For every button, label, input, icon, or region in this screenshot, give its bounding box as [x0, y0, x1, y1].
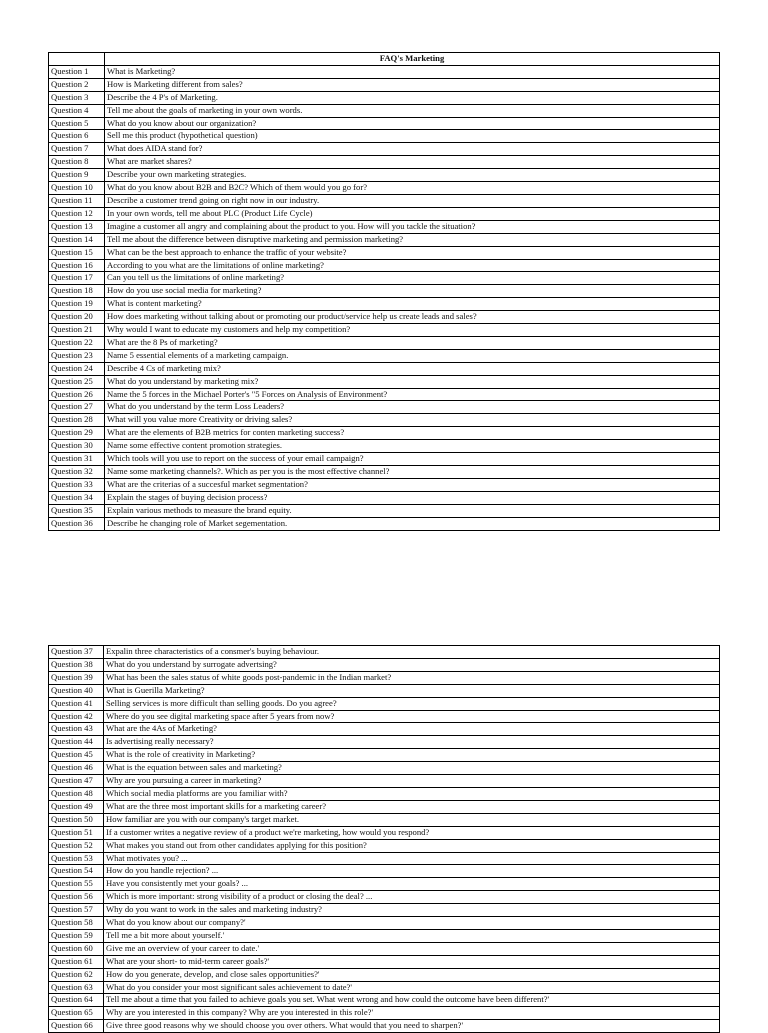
question-number-cell: Question 20 — [49, 311, 105, 324]
question-number-cell: Question 22 — [49, 336, 105, 349]
table-row — [49, 466, 720, 479]
table-row — [49, 517, 720, 530]
table-row — [49, 220, 720, 233]
question-text-cell: Tell me a bit more about yourself.' — [104, 929, 720, 942]
question-number-cell: Question 66 — [49, 1020, 104, 1033]
question-text-cell: Give me an overview of your career to date.' — [104, 942, 720, 955]
table-row — [49, 775, 720, 788]
question-text-cell: How do you generate, develop, and close sales opportunities?' — [104, 968, 720, 981]
question-text-cell: Describe a customer trend going on right now in our industry. — [105, 194, 720, 207]
table-row — [49, 143, 720, 156]
question-text-cell: Name some effective content promotion strategies. — [105, 440, 720, 453]
table-row — [49, 259, 720, 272]
question-text-cell: What do you consider your most significant sales achievement to date?' — [104, 981, 720, 994]
table-row — [49, 491, 720, 504]
question-number-cell: Question 46 — [49, 762, 104, 775]
table-row — [49, 839, 720, 852]
question-text-cell: What has been the sales status of white goods post-pandemic in the Indian market? — [104, 671, 720, 684]
table-row — [49, 904, 720, 917]
question-number-cell: Question 6 — [49, 130, 105, 143]
faq-table-body-page-2 — [49, 646, 720, 1033]
question-number-cell: Question 7 — [49, 143, 105, 156]
question-number-cell: Question 50 — [49, 813, 104, 826]
question-number-cell: Question 1 — [49, 65, 105, 78]
table-row — [49, 942, 720, 955]
table-row — [49, 813, 720, 826]
question-number-cell: Question 63 — [49, 981, 104, 994]
question-number-cell: Question 23 — [49, 349, 105, 362]
table-row — [49, 156, 720, 169]
table-row — [49, 478, 720, 491]
question-text-cell: What motivates you? ... — [104, 852, 720, 865]
table-row — [49, 246, 720, 259]
question-text-cell: According to you what are the limitations of online marketing? — [105, 259, 720, 272]
table-row — [49, 981, 720, 994]
question-text-cell: What are the criterias of a succesful market segmentation? — [105, 478, 720, 491]
table-row — [49, 929, 720, 942]
header-spacer-cell — [49, 53, 105, 66]
question-text-cell: What can be the best approach to enhance the traffic of your website? — [105, 246, 720, 259]
question-text-cell: Give three good reasons why we should choose you over others. What would that you need to sharpen?' — [104, 1020, 720, 1033]
table-row — [49, 311, 720, 324]
question-text-cell: Expalin three characteristics of a consmer's buying behaviour. — [104, 646, 720, 659]
question-text-cell: Sell me this product (hypothetical question) — [105, 130, 720, 143]
question-number-cell: Question 43 — [49, 723, 104, 736]
question-text-cell: Tell me about a time that you failed to achieve goals you set. What went wrong and how could the outcome have been different?' — [104, 994, 720, 1007]
question-number-cell: Question 56 — [49, 891, 104, 904]
question-text-cell: Why would I want to educate my customers and help my competition? — [105, 324, 720, 337]
question-text-cell: What are the 8 Ps of marketing? — [105, 336, 720, 349]
question-text-cell: What are the three most important skills for a marketing career? — [104, 800, 720, 813]
question-number-cell: Question 49 — [49, 800, 104, 813]
question-text-cell: If a customer writes a negative review of a product we're marketing, how would you respond? — [104, 826, 720, 839]
question-number-cell: Question 19 — [49, 298, 105, 311]
question-text-cell: Explain the stages of buying decision process? — [105, 491, 720, 504]
table-row — [49, 285, 720, 298]
question-text-cell: What do you understand by marketing mix? — [105, 375, 720, 388]
question-text-cell: What do you know about our organization? — [105, 117, 720, 130]
table-row — [49, 955, 720, 968]
question-number-cell: Question 4 — [49, 104, 105, 117]
table-row — [49, 697, 720, 710]
question-text-cell: Describe your own marketing strategies. — [105, 169, 720, 182]
question-number-cell: Question 14 — [49, 233, 105, 246]
question-number-cell: Question 39 — [49, 671, 104, 684]
table-row — [49, 375, 720, 388]
question-text-cell: What is Guerilla Marketing? — [104, 684, 720, 697]
question-number-cell: Question 16 — [49, 259, 105, 272]
question-text-cell: What are your short- to mid-term career goals?' — [104, 955, 720, 968]
table-row — [49, 710, 720, 723]
table-row — [49, 182, 720, 195]
question-text-cell: Tell me about the difference between disruptive marketing and permission marketing? — [105, 233, 720, 246]
question-number-cell: Question 29 — [49, 427, 105, 440]
faq-table-body-page-1 — [49, 65, 720, 530]
question-number-cell: Question 61 — [49, 955, 104, 968]
question-number-cell: Question 21 — [49, 324, 105, 337]
table-header-row — [49, 53, 720, 66]
question-number-cell: Question 60 — [49, 942, 104, 955]
question-number-cell: Question 65 — [49, 1007, 104, 1020]
question-text-cell: What are the 4As of Marketing? — [104, 723, 720, 736]
question-number-cell: Question 2 — [49, 78, 105, 91]
table-row — [49, 207, 720, 220]
question-number-cell: Question 42 — [49, 710, 104, 723]
question-number-cell: Question 53 — [49, 852, 104, 865]
question-number-cell: Question 48 — [49, 787, 104, 800]
question-number-cell: Question 52 — [49, 839, 104, 852]
question-number-cell: Question 9 — [49, 169, 105, 182]
question-text-cell: What do you know about B2B and B2C? Which of them would you go for? — [105, 182, 720, 195]
question-text-cell: What do you understand by the term Loss Leaders? — [105, 401, 720, 414]
table-row — [49, 324, 720, 337]
question-number-cell: Question 38 — [49, 658, 104, 671]
table-row — [49, 401, 720, 414]
question-number-cell: Question 11 — [49, 194, 105, 207]
question-number-cell: Question 47 — [49, 775, 104, 788]
question-number-cell: Question 31 — [49, 453, 105, 466]
question-number-cell: Question 33 — [49, 478, 105, 491]
table-row — [49, 658, 720, 671]
table-row — [49, 362, 720, 375]
question-number-cell: Question 36 — [49, 517, 105, 530]
question-text-cell: Describe he changing role of Market segementation. — [105, 517, 720, 530]
question-number-cell: Question 30 — [49, 440, 105, 453]
question-number-cell: Question 59 — [49, 929, 104, 942]
question-text-cell: How do you use social media for marketing? — [105, 285, 720, 298]
table-row — [49, 78, 720, 91]
table-row — [49, 723, 720, 736]
question-text-cell: Which tools will you use to report on the success of your email campaign? — [105, 453, 720, 466]
table-row — [49, 336, 720, 349]
table-row — [49, 891, 720, 904]
table-row — [49, 349, 720, 362]
question-text-cell: What makes you stand out from other candidates applying for this position? — [104, 839, 720, 852]
question-text-cell: How is Marketing different from sales? — [105, 78, 720, 91]
question-number-cell: Question 57 — [49, 904, 104, 917]
table-row — [49, 440, 720, 453]
question-number-cell: Question 34 — [49, 491, 105, 504]
question-number-cell: Question 54 — [49, 865, 104, 878]
table-row — [49, 1020, 720, 1033]
question-number-cell: Question 5 — [49, 117, 105, 130]
table-row — [49, 194, 720, 207]
faq-table-page-1 — [48, 52, 720, 531]
question-text-cell: Which is more important: strong visibility of a product or closing the deal? ... — [104, 891, 720, 904]
question-number-cell: Question 28 — [49, 414, 105, 427]
question-number-cell: Question 45 — [49, 749, 104, 762]
question-text-cell: What does AIDA stand for? — [105, 143, 720, 156]
table-row — [49, 787, 720, 800]
question-text-cell: Can you tell us the limitations of online marketing? — [105, 272, 720, 285]
question-text-cell: Imagine a customer all angry and complaining about the product to you. How will you tackle the situation? — [105, 220, 720, 233]
question-number-cell: Question 44 — [49, 736, 104, 749]
question-number-cell: Question 26 — [49, 388, 105, 401]
question-number-cell: Question 8 — [49, 156, 105, 169]
table-row — [49, 1007, 720, 1020]
question-text-cell: Which social media platforms are you familiar with? — [104, 787, 720, 800]
question-number-cell: Question 41 — [49, 697, 104, 710]
question-text-cell: Tell me about the goals of marketing in your own words. — [105, 104, 720, 117]
table-row — [49, 736, 720, 749]
question-text-cell: What do you understand by surrogate advertsing? — [104, 658, 720, 671]
table-row — [49, 968, 720, 981]
question-text-cell: Name the 5 forces in the Michael Porter's "5 Forces on Analysis of Environment? — [105, 388, 720, 401]
table-row — [49, 130, 720, 143]
question-text-cell: What is content marketing? — [105, 298, 720, 311]
question-number-cell: Question 15 — [49, 246, 105, 259]
table-row — [49, 298, 720, 311]
question-number-cell: Question 37 — [49, 646, 104, 659]
question-text-cell: Selling services is more difficult than selling goods. Do you agree? — [104, 697, 720, 710]
question-text-cell: Explain various methods to measure the brand equity. — [105, 504, 720, 517]
question-number-cell: Question 62 — [49, 968, 104, 981]
table-row — [49, 104, 720, 117]
question-text-cell: How familiar are you with our company's target market. — [104, 813, 720, 826]
question-text-cell: How does marketing without talking about or promoting our product/service help us create leads and sales? — [105, 311, 720, 324]
table-row — [49, 117, 720, 130]
table-row — [49, 749, 720, 762]
table-row — [49, 427, 720, 440]
question-text-cell: What will you value more Creativity or driving sales? — [105, 414, 720, 427]
table-title: FAQ's Marketing — [105, 53, 720, 66]
table-row — [49, 800, 720, 813]
question-text-cell: Is advertising really necessary? — [104, 736, 720, 749]
question-number-cell: Question 64 — [49, 994, 104, 1007]
faq-table-page-2 — [48, 645, 720, 1033]
question-text-cell: What is the role of creativity in Marketing? — [104, 749, 720, 762]
table-row — [49, 504, 720, 517]
table-row — [49, 169, 720, 182]
table-row — [49, 878, 720, 891]
table-row — [49, 994, 720, 1007]
question-number-cell: Question 13 — [49, 220, 105, 233]
question-number-cell: Question 55 — [49, 878, 104, 891]
table-row — [49, 684, 720, 697]
question-text-cell: In your own words, tell me about PLC (Product Life Cycle) — [105, 207, 720, 220]
table-row — [49, 865, 720, 878]
question-number-cell: Question 3 — [49, 91, 105, 104]
question-text-cell: Why are you pursuing a career in marketing? — [104, 775, 720, 788]
question-number-cell: Question 17 — [49, 272, 105, 285]
question-number-cell: Question 35 — [49, 504, 105, 517]
question-text-cell: What do you know about our company?' — [104, 917, 720, 930]
table-row — [49, 388, 720, 401]
question-text-cell: Why do you want to work in the sales and marketing industry? — [104, 904, 720, 917]
table-row — [49, 65, 720, 78]
question-text-cell: Name some marketing channels?. Which as per you is the most effective channel? — [105, 466, 720, 479]
question-number-cell: Question 27 — [49, 401, 105, 414]
question-text-cell: How do you handle rejection? ... — [104, 865, 720, 878]
question-text-cell: What is the equation between sales and marketing? — [104, 762, 720, 775]
table-row — [49, 646, 720, 659]
question-number-cell: Question 32 — [49, 466, 105, 479]
table-row — [49, 671, 720, 684]
question-number-cell: Question 40 — [49, 684, 104, 697]
question-text-cell: Describe 4 Cs of marketing mix? — [105, 362, 720, 375]
table-row — [49, 91, 720, 104]
question-text-cell: Have you consistently met your goals? ... — [104, 878, 720, 891]
question-text-cell: What are the elements of B2B metrics for conten marketing success? — [105, 427, 720, 440]
question-number-cell: Question 12 — [49, 207, 105, 220]
question-number-cell: Question 25 — [49, 375, 105, 388]
question-number-cell: Question 58 — [49, 917, 104, 930]
table-row — [49, 762, 720, 775]
question-text-cell: Where do you see digital marketing space after 5 years from now? — [104, 710, 720, 723]
question-text-cell: What is Marketing? — [105, 65, 720, 78]
question-number-cell: Question 10 — [49, 182, 105, 195]
table-row — [49, 233, 720, 246]
question-text-cell: Describe the 4 P's of Marketing. — [105, 91, 720, 104]
question-text-cell: What are market shares? — [105, 156, 720, 169]
question-number-cell: Question 24 — [49, 362, 105, 375]
question-text-cell: Why are you interested in this company? Why are you interested in this role?' — [104, 1007, 720, 1020]
question-number-cell: Question 18 — [49, 285, 105, 298]
table-row — [49, 917, 720, 930]
table-row — [49, 414, 720, 427]
question-number-cell: Question 51 — [49, 826, 104, 839]
table-row — [49, 272, 720, 285]
table-row — [49, 826, 720, 839]
table-row — [49, 453, 720, 466]
table-row — [49, 852, 720, 865]
question-text-cell: Name 5 essential elements of a marketing campaign. — [105, 349, 720, 362]
